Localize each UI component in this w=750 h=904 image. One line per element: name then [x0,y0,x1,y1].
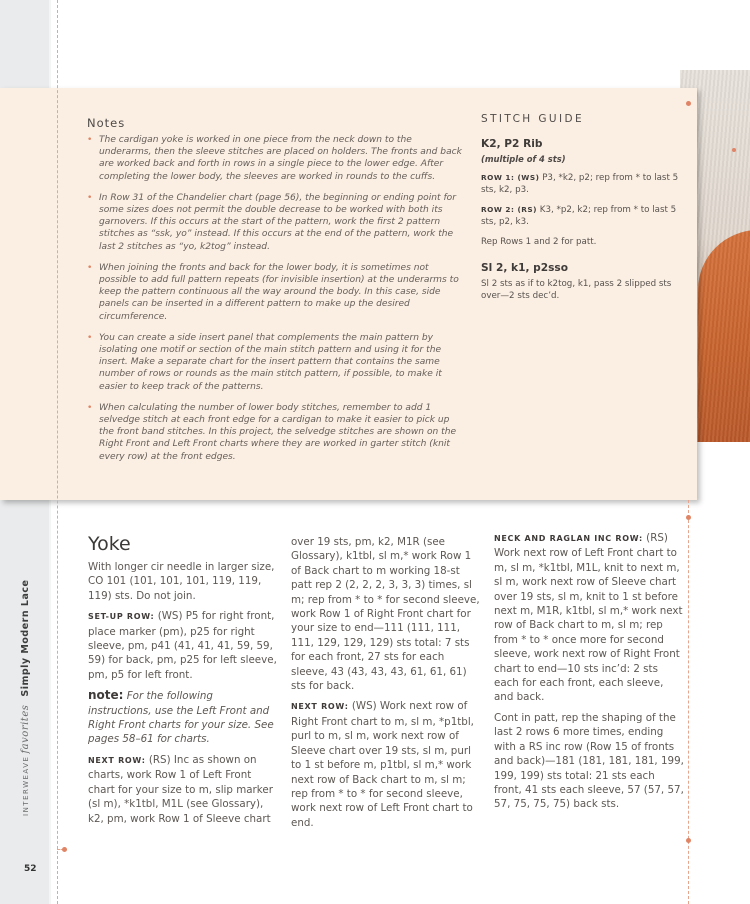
brand-name: INTERWEAVE [22,755,30,816]
yoke-continued: over 19 sts, pm, k2, M1R (see Glossary), k1tbl, sl m,* work Row 1 of Back chart to m working 18-st patt rep 2 (2, 2, 2, 3, 3, 3) times, sl m; rep from * to * for second sleeve, work Row 1 of Right Front chart for your size to end—111 (111, 111, 111, 129, 129, 129) sts total: 7 sts for each front, 27 sts for each sleeve, 43 (43, 43, 43, 61, 61, 61) sts for back. [291,536,480,693]
running-head [20,580,31,816]
page-number: 52 [24,864,37,874]
guide-line [57,0,58,904]
sl2-title: Sl 2, k1, p2sso [481,262,569,274]
neck-raglan-row: NECK AND RAGLAN INC ROW: (RS) Work next row of Left Front chart to m, sl m, *k1tbl, M1L, knit to next m, sl m, work next row of Sleeve chart over 19 sts, sl m, knit to 1 st before next m, M1R, k1tbl, sl m,* work next row of Back chart to m, sl m; rep from * to * once more for second sleeve, work next row of Right Front chart to end—10 sts inc’d: 2 sts each for each front, each sleeve, and back. [494,532,683,704]
continue-pattern: Cont in patt, rep the shaping of the last 2 rows 6 more times, ending with a RS inc row (Row 15 of fronts and back)—181 (181, 181, 181, 199, 199, 199) sts total: 21 sts each front, 41 sts each sleeve, 57 (57, 57, 57, 75, 75, 75) back sts. [494,711,684,811]
k2p2-row1: ROW 1: (WS) P3, *k2, p2; rep from * to last 5 sts, k2, p3. [481,173,679,195]
photo-marker [732,148,736,152]
yoke-title: Yoke [88,533,131,555]
setup-row: SET-UP ROW: (WS) P5 for right front, place marker (pm), p25 for right sleeve, pm, p41 (41, 41, 41, 59, 59, 59) for back, pm, p25 for left sleeve, pm, p5 for left front. [88,610,277,681]
note-item: • When calculating the number of lower body stitches, remember to add 1 selvedge stitch at each front edge for a cardigan to make it easier to pick up the front band stitches. In this project, the selvedge stitches are shown on the Right Front and Left Front charts where they are worked in garter stitch (knit every row) at the front edges. [87,402,457,462]
next-row-ws: NEXT ROW: (WS) Work next row of Right Front chart to m, sl m, *p1tbl, purl to m, sl m, work next row of Sleeve chart over 19 sts, sl m, purl to 1 st before m, p1tbl, sl m,* work next row of Back chart to m, sl m; rep from * to * for second sleeve, work next row of Left Front chart to end. [291,700,474,829]
yoke-intro: With longer cir needle in larger size, CO 101 (101, 101, 101, 119, 119, 119) sts. Do not join. [88,561,275,602]
notes-title: Notes [87,116,126,130]
yoke-column-3 [494,531,684,818]
yoke-note: note: For the following instructions, use the Left Front and Right Front charts for your size. See pages 58–61 for charts. [88,688,274,746]
book-title: Simply Modern Lace [20,579,31,697]
note-item: • In Row 31 of the Chandelier chart (page 56), the beginning or ending point for some sizes does not permit the double decrease to be worked with both its garnovers. If this occurs at the start of the pattern, work the first 2 pattern stitches as “ssk, yo” instead. If this occurs at the end of the pattern, work the last 2 stitches as “yo, k2tog” instead. [87,192,456,252]
guide-line [688,500,689,904]
k2p2-multiple: (multiple of 4 sts) [481,154,566,164]
guide-dot [686,838,691,843]
yoke-column-2 [291,535,481,836]
sl2-text: Sl 2 sts as if to k2tog, k1, pass 2 slipped sts over—2 sts dec’d. [481,279,672,301]
guide-dot [62,847,67,852]
guide-dot [686,101,691,106]
next-row-rs: NEXT ROW: (RS) Inc as shown on charts, work Row 1 of Left Front chart for your size to m, slip marker (sl m), *k1tbl, M1L (see Glossary), k2, pm, work Row 1 of Sleeve chart [88,753,273,825]
note-item: • You can create a side insert panel that complements the main pattern by isolating one motif or section of the main stitch pattern and using it for the insert. Make a separate chart for the insert pattern that contains the same number of rows or rounds as the main stitch pattern, if possible, to make it easier to keep track of the patterns. [87,332,442,392]
guide-dot [686,515,691,520]
k2p2-repeat: Rep Rows 1 and 2 for patt. [481,237,597,247]
note-item: • When joining the fronts and back for the lower body, it is sometimes not possible to add full pattern repeats (for invisible insertion) at the underarms to keep the pattern continuous all the way around the body. In this case, side panels can be inserted in a different pattern to make up the desired circumference. [87,262,459,322]
k2p2-rib-title: K2, P2 Rib [481,138,543,150]
note-item: • The cardigan yoke is worked in one piece from the neck down to the underarms, then the sleeve stitches are placed on holders. The fronts and back are worked back and forth in rows in a single piece to the lower edge. After completing the lower body, the sleeves are worked in rounds to the cuffs. [87,135,462,182]
brand-favorites: favorites [20,704,31,754]
yoke-column-1 [88,535,278,832]
notes-section [87,116,465,472]
stitch-guide-title: STITCH GUIDE [481,113,584,125]
k2p2-row2: ROW 2: (RS) K3, *p2, k2; rep from * to last 5 sts, p2, k3. [481,205,677,227]
stitch-guide [481,113,681,310]
